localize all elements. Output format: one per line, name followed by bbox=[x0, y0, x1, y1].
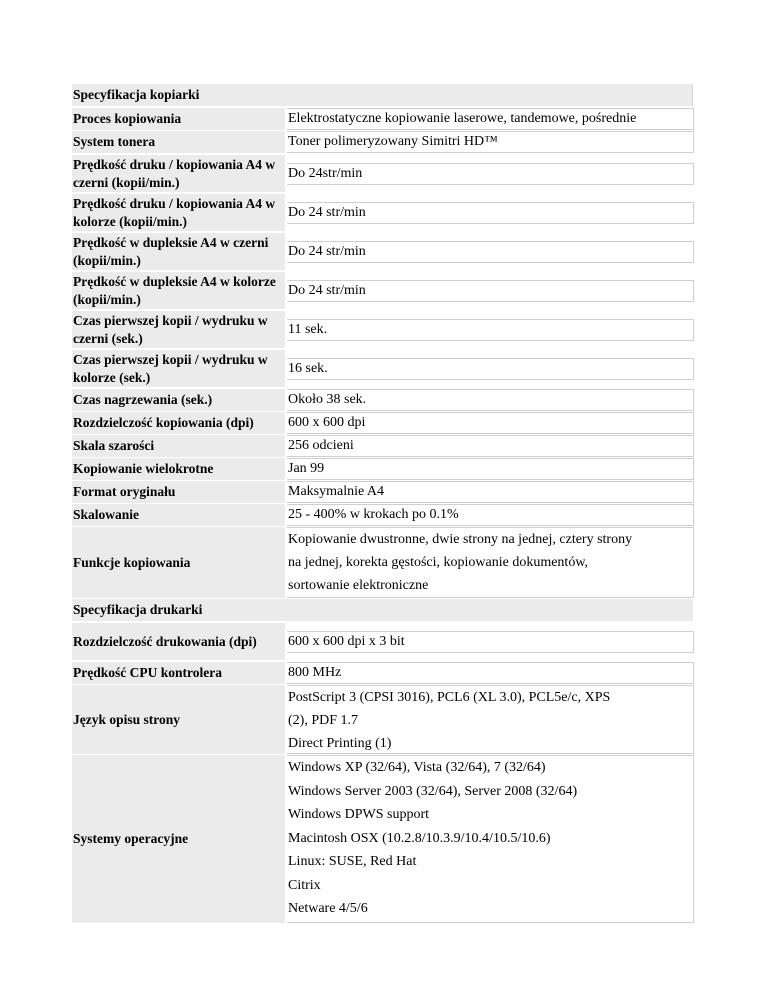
spec-value-line: na jednej, korekta gęstości, kopiowanie dokumentów, bbox=[288, 555, 589, 570]
spec-label: Czas pierwszej kopii / wydruku w kolorze (sek.) bbox=[72, 350, 285, 387]
spec-label: Skala szarości bbox=[72, 435, 285, 457]
spec-row-operating-systems bbox=[72, 755, 694, 923]
spec-sheet bbox=[72, 84, 694, 923]
spec-value-multiline bbox=[287, 527, 694, 598]
spec-value-line: Macintosh OSX (10.2.8/10.3.9/10.4/10.5/10.6) bbox=[288, 830, 551, 846]
spec-value: 800 MHz bbox=[287, 662, 694, 684]
spec-value-line: Windows XP (32/64), Vista (32/64), 7 (32/64) bbox=[288, 760, 546, 775]
spec-row-copy-resolution bbox=[72, 412, 694, 434]
spec-label: Systemy operacyjne bbox=[72, 755, 285, 923]
spec-label: Prędkość druku / kopiowania A4 w czerni (kopii/min.) bbox=[72, 155, 285, 192]
spec-row-duplex-black bbox=[72, 233, 694, 270]
spec-row-toner-system bbox=[72, 131, 694, 153]
spec-row-multi-copy bbox=[72, 458, 694, 480]
spec-label: Rozdzielczość drukowania (dpi) bbox=[72, 623, 285, 660]
spec-label: Czas pierwszej kopii / wydruku w czerni (sek.) bbox=[72, 311, 285, 348]
spec-value-line: Kopiowanie dwustronne, dwie strony na jednej, cztery strony bbox=[288, 532, 633, 547]
spec-row-speed-black bbox=[72, 155, 694, 192]
spec-row-pdl bbox=[72, 685, 694, 754]
spec-value-line: Windows Server 2003 (32/64), Server 2008 (32/64) bbox=[288, 783, 578, 799]
printer-section-header bbox=[72, 599, 694, 621]
spec-value: Do 24str/min bbox=[287, 163, 694, 185]
spec-value: 600 x 600 dpi x 3 bit bbox=[287, 631, 694, 653]
spec-row-warmup bbox=[72, 389, 694, 411]
copier-section-header bbox=[72, 84, 694, 106]
spec-row-first-copy-black bbox=[72, 311, 694, 348]
spec-value-multiline bbox=[287, 755, 694, 923]
spec-value: Około 38 sek. bbox=[287, 389, 694, 411]
spec-value-line: Windows DPWS support bbox=[288, 807, 429, 822]
spec-label: Kopiowanie wielokrotne bbox=[72, 458, 285, 480]
spec-row-original-format bbox=[72, 481, 694, 503]
spec-label: Proces kopiowania bbox=[72, 108, 285, 130]
spec-label: Prędkość druku / kopiowania A4 w kolorze (kopii/min.) bbox=[72, 194, 285, 231]
spec-label: Prędkość CPU kontrolera bbox=[72, 662, 285, 684]
spec-value: Elektrostatyczne kopiowanie laserowe, tandemowe, pośrednie bbox=[287, 108, 694, 130]
spec-value: Do 24 str/min bbox=[287, 202, 694, 224]
spec-value-line: Netware 4/5/6 bbox=[288, 901, 368, 916]
spec-label: System tonera bbox=[72, 131, 285, 153]
spec-row-grayscale bbox=[72, 435, 694, 457]
spec-value-line: sortowanie elektroniczne bbox=[288, 578, 429, 593]
spec-value-multiline bbox=[287, 685, 694, 754]
spec-value: Toner polimeryzowany Simitri HD™ bbox=[287, 131, 694, 153]
spec-value-line: (2), PDF 1.7 bbox=[288, 713, 359, 728]
copier-section-title: Specyfikacja kopiarki bbox=[72, 84, 693, 106]
spec-label: Prędkość w dupleksie A4 w kolorze (kopii/min.) bbox=[72, 272, 285, 309]
spec-row-copy-functions bbox=[72, 527, 694, 598]
spec-row-cpu bbox=[72, 662, 694, 684]
spec-label: Rozdzielczość kopiowania (dpi) bbox=[72, 412, 285, 434]
spec-value: 11 sek. bbox=[287, 319, 694, 341]
spec-row-speed-color bbox=[72, 194, 694, 231]
spec-value: Do 24 str/min bbox=[287, 241, 694, 263]
spec-value-line: Direct Printing (1) bbox=[288, 736, 392, 751]
spec-value-line: Linux: SUSE, Red Hat bbox=[288, 854, 417, 869]
spec-value-line: Citrix bbox=[288, 877, 321, 893]
spec-value: 600 x 600 dpi bbox=[287, 412, 694, 434]
spec-value: 256 odcieni bbox=[287, 435, 694, 457]
spec-row-print-resolution bbox=[72, 623, 694, 660]
spec-row-duplex-color bbox=[72, 272, 694, 309]
spec-value: Do 24 str/min bbox=[287, 280, 694, 302]
spec-label: Format oryginału bbox=[72, 481, 285, 503]
spec-value: Jan 99 bbox=[287, 458, 694, 480]
spec-value: Maksymalnie A4 bbox=[287, 481, 694, 503]
spec-label: Funkcje kopiowania bbox=[72, 527, 285, 598]
spec-label: Skalowanie bbox=[72, 504, 285, 526]
spec-label: Czas nagrzewania (sek.) bbox=[72, 389, 285, 411]
spec-value: 16 sek. bbox=[287, 358, 694, 380]
spec-row-first-copy-color bbox=[72, 350, 694, 387]
spec-label: Prędkość w dupleksie A4 w czerni (kopii/min.) bbox=[72, 233, 285, 270]
spec-label: Język opisu strony bbox=[72, 685, 285, 754]
spec-value-line: PostScript 3 (CPSI 3016), PCL6 (XL 3.0), PCL5e/c, XPS bbox=[288, 690, 611, 705]
spec-value: 25 - 400% w krokach po 0.1% bbox=[287, 504, 694, 526]
spec-row-copy-process bbox=[72, 108, 694, 130]
spec-row-scaling bbox=[72, 504, 694, 526]
printer-section-title: Specyfikacja drukarki bbox=[72, 599, 693, 621]
